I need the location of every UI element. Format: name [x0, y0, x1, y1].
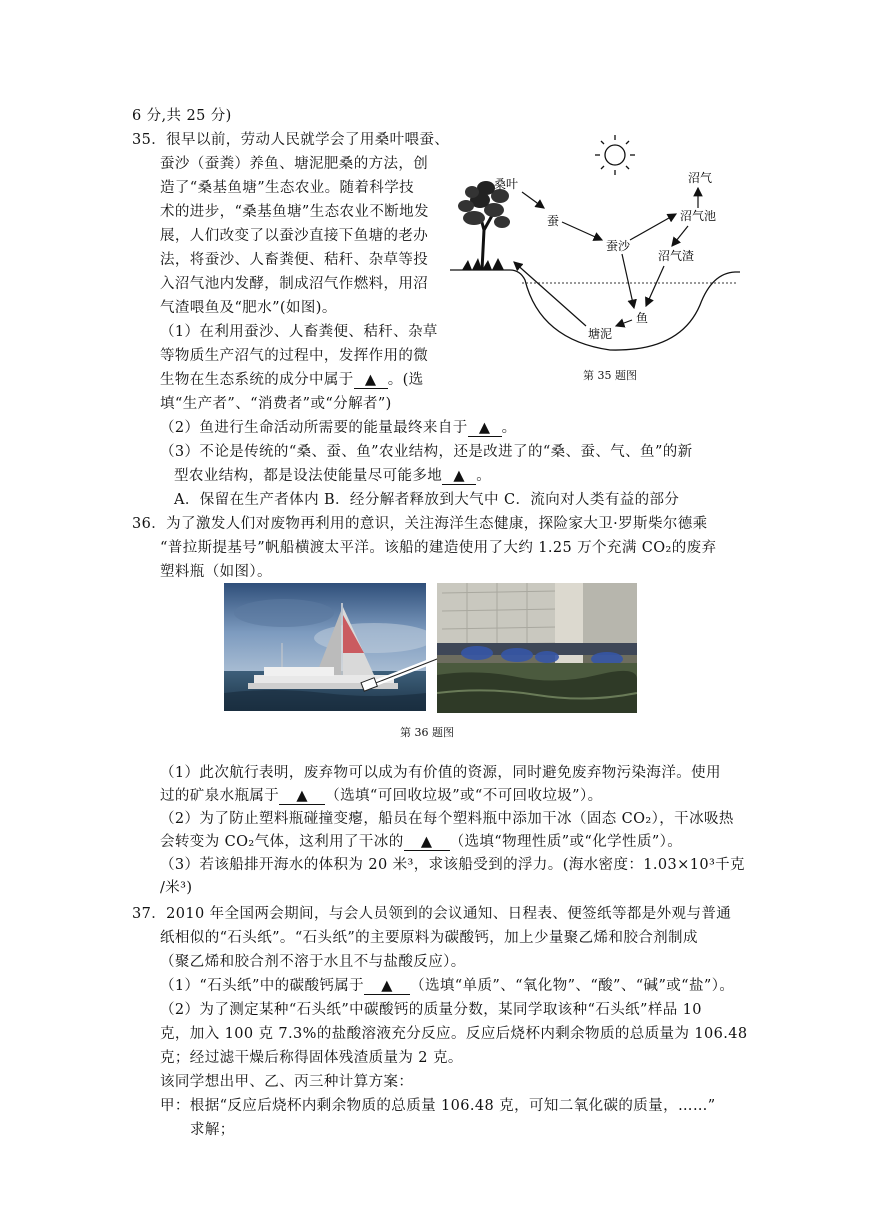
q36-part2-line: （2）为了防止塑料瓶碰撞变瘪，船员在每个塑料瓶中添加干冰（固态 CO₂），干冰吸热	[160, 811, 734, 827]
q36-part2-text: 会转变为 CO₂气体，这利用了干冰的	[160, 834, 404, 850]
mulberry-tree-icon	[458, 181, 510, 270]
q37-part1-text: （选填“单质”、“氧化物”、“酸”、“碱”或“盐”）。	[410, 978, 735, 994]
label-pond-mud: 塘泥	[588, 327, 613, 341]
q35-part2-text: （2）鱼进行生命活动所需要的能量最终来自于	[160, 420, 468, 436]
q36-part1-text: （选填“可回收垃圾”或“不可回收垃圾”）。	[325, 788, 603, 804]
answer-blank[interactable]: ▲	[354, 372, 388, 389]
answer-blank[interactable]: ▲	[468, 420, 502, 437]
q35-stem-line: 35．很早以前，劳动人民就学会了用桑叶喂蚕、	[132, 132, 450, 148]
q36-part1-text: 过的矿泉水瓶属于	[160, 788, 280, 804]
q37-part1-line	[160, 976, 734, 996]
q37-part2-line: 克；经过滤干燥后称得固体残渣质量为 2 克。	[160, 1050, 463, 1066]
q36-part1-line	[160, 786, 603, 806]
label-mulberry: 桑叶	[494, 177, 519, 191]
answer-blank[interactable]: ▲	[364, 978, 410, 995]
q36-stem-line: “普拉斯提基号”帆船横渡太平洋。该船的建造使用了大约 1.25 万个充满 CO₂的废弃	[160, 540, 717, 556]
q35-part2-line	[160, 418, 517, 438]
q36-part1-line: （1）此次航行表明，废弃物可以成为有价值的资源，同时避免废弃物污染海洋。使用	[160, 765, 721, 781]
q35-stem-line: 造了“桑基鱼塘”生态农业。随着科学技	[160, 180, 415, 196]
q37-stem-line: 纸相似的“石头纸”。“石头纸”的主要原料为碳酸钙，加上少量聚乙烯和胶合剂制成	[160, 930, 698, 946]
q37-part1-text: （1）“石头纸”中的碳酸钙属于	[160, 978, 365, 994]
q36-part3-line: /米³)	[160, 880, 193, 896]
answer-blank[interactable]: ▲	[404, 834, 450, 851]
q35-part1-text: 。(选	[387, 372, 424, 388]
q37-part2-line: （2）为了测定某种“石头纸”中碳酸钙的质量分数，某同学取该种“石头纸”样品 10	[160, 1002, 702, 1018]
q35-part1-line	[160, 370, 424, 390]
q37-part3-line: 该同学想出甲、乙、丙三种计算方案：	[160, 1074, 414, 1090]
answer-blank[interactable]: ▲	[442, 468, 476, 485]
q36-part2-text: （选填“物理性质”或“化学性质”）。	[449, 834, 683, 850]
q35-figure-caption: 第 35 题图	[583, 369, 637, 382]
q35-part1-line: 填“生产者”、“消费者”或“分解者”)	[160, 396, 392, 412]
q35-part3-text: 。	[476, 468, 492, 484]
label-biogas: 沼气	[688, 171, 713, 185]
q36-figure-caption: 第 36 题图	[400, 726, 454, 739]
q35-stem-line: 气渣喂鱼及“肥水”(如图)。	[160, 300, 337, 316]
q37-stem-line: 37．2010 年全国两会期间，与会人员领到的会议通知、日程表、便签纸等都是外观与普通	[132, 906, 732, 922]
bottles-photo	[437, 583, 637, 713]
label-silkworm: 蚕	[547, 214, 560, 228]
label-silk-sand: 蚕沙	[606, 239, 631, 253]
label-biogas-residue: 沼气渣	[658, 249, 695, 263]
q35-stem-line: 入沼气池内发酵，制成沼气作燃料，用沼	[160, 276, 429, 292]
q35-stem-line: 术的进步，“桑基鱼塘”生态农业不断地发	[160, 204, 429, 220]
q37-plan-a-line: 甲：根据“反应后烧杯内剩余物质的总质量 106.48 克，可知二氧化碳的质量，……”	[160, 1098, 716, 1114]
q35-part1-text: 生物在生态系统的成分中属于	[160, 372, 354, 388]
q36-stem-line: 36．为了激发人们对废物再利用的意识，关注海洋生态健康，探险家大卫·罗斯柴尔德乘	[132, 516, 708, 532]
label-fish: 鱼	[636, 311, 649, 325]
q37-stem-line: （聚乙烯和胶合剂不溶于水且不与盐酸反应）。	[160, 954, 466, 970]
q37-part2-line: 克，加入 100 克 7.3%的盐酸溶液充分反应。反应后烧杯内剩余物质的总质量为 106.48	[160, 1026, 748, 1042]
q35-part3-line: （3）不论是传统的“桑、蚕、鱼”农业结构，还是改进了的“桑、蚕、气、鱼”的新	[160, 444, 693, 460]
q37-plan-a-line: 求解；	[190, 1122, 235, 1138]
q35-stem-line: 法，将蚕沙、人畜粪便、秸秆、杂草等投	[160, 252, 429, 268]
q35-stem-line: 蚕沙（蚕粪）养鱼、塘泥肥桑的方法，创	[160, 156, 429, 172]
q35-options: A．保留在生产者体内 B．经分解者释放到大气中 C．流向对人类有益的部分	[174, 492, 680, 508]
label-biogas-pool: 沼气池	[680, 209, 717, 223]
q35-part3-line	[174, 466, 491, 486]
q35-part1-line: 等物质生产沼气的过程中，发挥作用的微	[160, 348, 429, 364]
q36-stem-line: 塑料瓶（如图）。	[160, 564, 272, 580]
q35-ecology-diagram	[450, 130, 750, 380]
sun-icon	[595, 135, 635, 175]
q35-part3-text: 型农业结构，都是设法使能量尽可能多地	[174, 468, 443, 484]
section-header: 6 分,共 25 分)	[132, 108, 232, 124]
q36-part2-line	[160, 832, 682, 852]
answer-blank[interactable]: ▲	[279, 788, 325, 805]
q36-part3-line: （3）若该船排开海水的体积为 20 米³，求该船受到的浮力。(海水密度：1.03×10³千克	[160, 857, 745, 873]
q35-stem-line: 展，人们改变了以蚕沙直接下鱼塘的老办	[160, 228, 429, 244]
q35-part1-line: （1）在利用蚕沙、人畜粪便、秸秆、杂草	[160, 324, 438, 340]
q35-part2-text: 。	[501, 420, 517, 436]
